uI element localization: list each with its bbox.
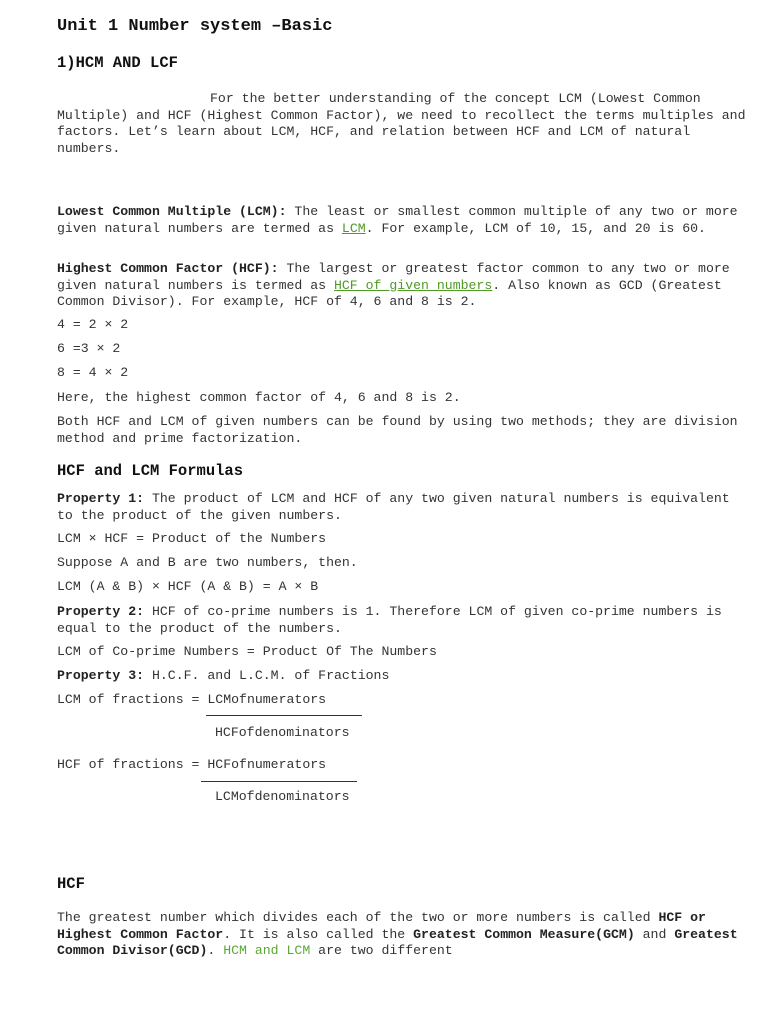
property-3-label: Property 3: bbox=[57, 668, 145, 683]
hcm-lcm-link[interactable]: HCM and LCM bbox=[223, 943, 311, 958]
hcf-def-text-a: The largest or greatest factor common to any two or more given natural numbers is termed as bbox=[57, 261, 730, 293]
methods-paragraph: Both HCF and LCM of given numbers can be found by using two methods; they are division method and prime factorization. bbox=[57, 414, 738, 446]
hcf-para-t3: and bbox=[634, 926, 675, 942]
hcf-para-t5: are two different bbox=[310, 943, 453, 958]
factor-line-4: 4 = 2 × 2 bbox=[57, 317, 129, 332]
hcf-fraction-numerator-line bbox=[57, 757, 326, 772]
property-1-text: The product of LCM and HCF of any two given natural numbers is equivalent to the product of the given numbers. bbox=[57, 491, 730, 523]
hcf-fraction-numerator: HCFofnumerators bbox=[207, 757, 327, 772]
hcf-fraction-bar bbox=[201, 781, 357, 782]
lcm-def-text-b: . For example, LCM of 10, 15, and 20 is 60. bbox=[365, 220, 706, 236]
formulas-heading: HCF and LCM Formulas bbox=[57, 462, 244, 480]
lcm-def-text-a: The least or smallest common multiple of any two or more given natural numbers are termed as bbox=[57, 204, 738, 236]
factor-line-6: 6 =3 × 2 bbox=[57, 341, 121, 356]
hcf-link[interactable]: HCF of given numbers bbox=[333, 277, 493, 293]
suppose-line: Suppose A and B are two numbers, then. bbox=[57, 555, 358, 570]
hcf-fraction-lhs: HCF of fractions = bbox=[57, 757, 208, 772]
hcf-para-t4: . bbox=[207, 943, 224, 958]
lcm-term: Lowest Common Multiple (LCM): bbox=[57, 204, 287, 219]
property-1 bbox=[57, 491, 747, 524]
formula-ab: LCM (A & B) × HCF (A & B) = A × B bbox=[57, 579, 319, 594]
hcf-para-b3: Greatest Common Divisor(GCD) bbox=[57, 926, 738, 958]
hcf-def-text-b: . Also known as GCD (Greatest Common Divisor). For example, HCF of 4, 6 and 8 is 2. bbox=[57, 277, 722, 309]
factor-line-8: 8 = 4 × 2 bbox=[57, 365, 129, 380]
intro-paragraph: For the better understanding of the concept LCM (Lowest Common Multiple) and HCF (Highest Common Factor), we need to recollect the terms multiples and factors. Let’s learn about LCM, HCF, and relation between HCF and LCM of natural numbers. bbox=[57, 91, 746, 156]
hcf-definition bbox=[57, 261, 747, 311]
hcf-para-b1: HCF or Highest Common Factor bbox=[57, 910, 706, 942]
property-3-text: H.C.F. and L.C.M. of Fractions bbox=[144, 668, 390, 683]
lcm-fraction-denominator: HCFofdenominators bbox=[215, 725, 350, 740]
property-1-label: Property 1: bbox=[57, 491, 145, 506]
property-2 bbox=[57, 604, 747, 637]
property-3 bbox=[57, 668, 389, 683]
hcf-paragraph bbox=[57, 910, 747, 960]
here-line: Here, the highest common factor of 4, 6 and 8 is 2. bbox=[57, 390, 461, 405]
property-2-label: Property 2: bbox=[57, 604, 145, 619]
hcf-heading: HCF bbox=[57, 875, 85, 893]
section-heading-hcm-lcf: 1)HCM AND LCF bbox=[57, 54, 178, 72]
hcf-para-t1: The greatest number which divides each of the two or more numbers is called bbox=[57, 910, 659, 925]
property-2-text: HCF of co-prime numbers is 1. Therefore LCM of given co-prime numbers is equal to the product of the numbers. bbox=[57, 604, 722, 636]
lcm-link[interactable]: LCM bbox=[341, 220, 366, 236]
formula-lcm-hcf-product: LCM × HCF = Product of the Numbers bbox=[57, 531, 327, 546]
lcm-definition bbox=[57, 204, 747, 237]
hcf-para-t2: . It is also called the bbox=[223, 926, 414, 942]
hcf-para-b2: Greatest Common Measure(GCM) bbox=[413, 926, 635, 942]
hcf-fraction-denominator: LCMofdenominators bbox=[215, 789, 350, 804]
page-title: Unit 1 Number system –Basic bbox=[57, 17, 333, 36]
lcm-fraction-numerator-line bbox=[57, 692, 326, 707]
formula-coprime: LCM of Co-prime Numbers = Product Of The Numbers bbox=[57, 644, 437, 659]
lcm-fraction-lhs: LCM of fractions = bbox=[57, 692, 208, 707]
lcm-fraction-numerator: LCMofnumerators bbox=[207, 692, 327, 707]
lcm-fraction-bar bbox=[206, 715, 362, 716]
hcf-term: Highest Common Factor (HCF): bbox=[57, 261, 279, 276]
